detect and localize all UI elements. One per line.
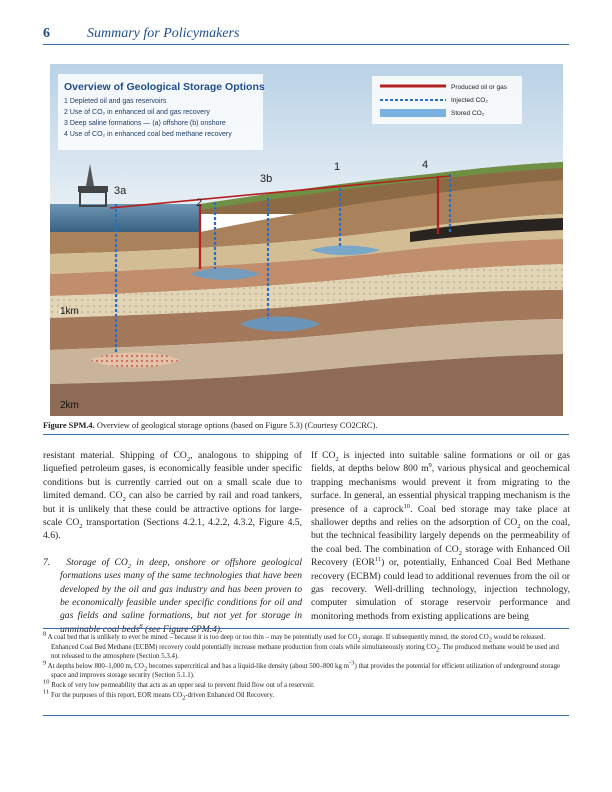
option-3: 3 Deep saline formations — (a) offshore (b) onshore xyxy=(64,120,226,127)
footnote-8: $^8$ A coal bed that is unlikely to ever be mined – because it is too deep or too thin – may be potentially used for $CO_2$ storage. If subsequently mined, the stored $CO_2$ would be released. Enhanced Coal Bed Methane (ECBM) recovery could potentially increase methane production from coals while simultaneously storing $CO_2$. The produced methane would be used and not released to the atmosphere (Section 5.3.4). xyxy=(43,630,559,661)
right-paragraph: If $CO_2$ is injected into suitable saline formations or oil or gas fields, at depths below 800 $m^9$, various physical and geochemical trapping mechanisms would prevent it from migrating to the surface. In general, an essential physical trapping mechanism is the presence of a caprock$^{10}$. Coal bed storage may take place at shallower depths and relies on the adsorption of $CO_2$ on the coal, but the technical feasibility largely depends on the permeability of the coal bed. The combination of $CO_2$ storage with Enhanced Oil Recovery (EOR$^{11}$) or, potentially, Enhanced Coal Bed Methane recovery (ECBM) could lead to additional revenues from the oil or gas recovery. Well-drilling technology, injection technology, computer simulation of storage reservoir performance and monitoring methods from existing applications are being xyxy=(311,450,571,622)
numbered-item-7: 7. Storage of $CO_2$ in deep, onshore or offshore geological formations uses many of the same technologies that have been developed by the oil and gas industry and has been proven to be economically feasible under specific conditions for oil and gas fields and saline formations, but not yet for storage in unminable coal beds$^8$ (see Figure SPM.4). xyxy=(43,556,302,635)
caption-label: Figure SPM.4. xyxy=(43,421,95,430)
option-1: 1 Depleted oil and gas reservoirs xyxy=(64,98,167,105)
site-label-3b: 3b xyxy=(260,173,273,185)
storage-illustration xyxy=(50,64,563,416)
legend-stored-swatch xyxy=(380,109,446,117)
page-header xyxy=(43,26,569,45)
right-column xyxy=(311,449,570,623)
left-column xyxy=(43,449,302,636)
depth-label-1km: 1km xyxy=(60,306,79,317)
site-label-3a: 3a xyxy=(114,185,127,197)
footnote-rule xyxy=(43,628,569,629)
footnote-bottom-rule xyxy=(43,715,569,716)
legend-stored: Stored CO₂ xyxy=(451,110,485,117)
site-label-2: 2 xyxy=(196,197,203,209)
footnote-11: $^{11}$ For the purposes of this report, EOR means $CO_2$-driven Enhanced Oil Recovery. xyxy=(43,688,275,701)
footnote-10: $^{10}$ Rock of very low permeability that acts as an upper seal to prevent fluid flow out of a reservoir. xyxy=(43,678,315,689)
site-label-1: 1 xyxy=(334,161,341,173)
sea xyxy=(50,204,200,232)
footnote-9: $^9$ At depths below 800–1,000 m, $CO_2$ becomes supercritical and has a liquid-like density (about 500–800 kg $m^{-3}$) that provides the potential for efficient utilization of underground storage space and improves storage security (Section 5.1.1). xyxy=(43,659,561,680)
figure-title: Overview of Geological Storage Options xyxy=(64,81,265,93)
footnotes xyxy=(43,630,569,701)
geological-storage-figure xyxy=(50,64,563,416)
running-title: Summary for Policymakers xyxy=(87,26,240,41)
option-2: 2 Use of CO₂ in enhanced oil and gas recovery xyxy=(64,109,210,116)
caption-text: Overview of geological storage options (based on Figure 5.3) (Courtesy CO2CRC). xyxy=(96,421,378,430)
legend-injected: Injected CO₂ xyxy=(451,97,488,104)
site-label-4: 4 xyxy=(422,159,429,171)
legend-produced: Produced oil or gas xyxy=(451,84,508,91)
depth-label-2km: 2km xyxy=(60,400,79,411)
figure-caption xyxy=(43,420,569,435)
page-number: 6 xyxy=(43,26,50,41)
option-4: 4 Use of CO₂ in enhanced coal bed methane recovery xyxy=(64,131,232,138)
left-paragraph: resistant material. Shipping of $CO_2$, analogous to shipping of liquefied petroleum gases, is economically feasible under specific conditions but is currently carried out on a small scale due to limited demand. $CO_2$ can also be carried by rail and road tankers, but it is unlikely that these could be attractive options for large-scale $CO_2$ transportation (Sections 4.2.1, 4.2.2, 4.3.2, Figure 4.5, 4.6). xyxy=(43,450,302,542)
